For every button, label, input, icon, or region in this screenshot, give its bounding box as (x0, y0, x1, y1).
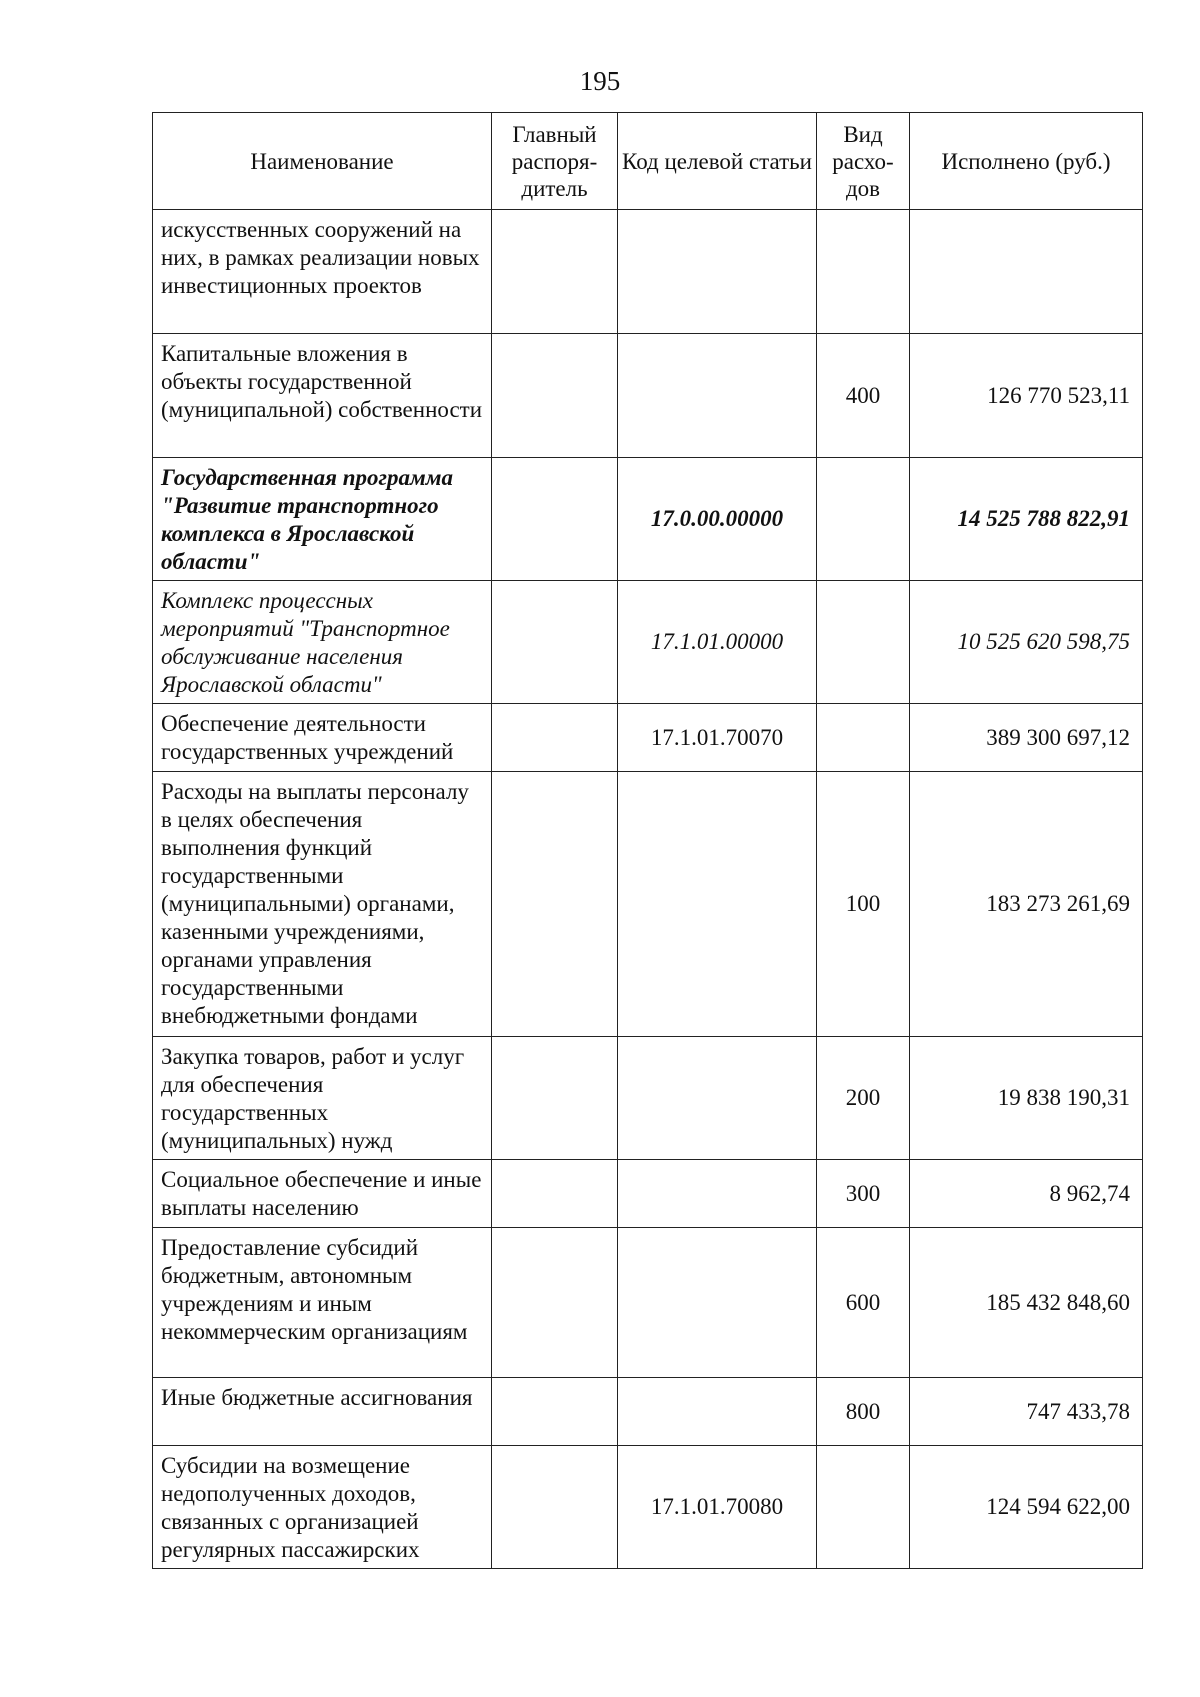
row-amount-cell: 185 432 848,60 (910, 1228, 1143, 1378)
row-name-cell: Государственная программа "Развитие транспортного комплекса в Ярославской области" (153, 458, 492, 581)
row-name-cell: Обеспечение деятельности государственных учреждений (153, 704, 492, 772)
row-amount-cell: 747 433,78 (910, 1378, 1143, 1446)
row-amount-cell: 10 525 620 598,75 (910, 581, 1143, 704)
table-row (153, 458, 1143, 581)
table-row (153, 1160, 1143, 1228)
table-row (153, 1037, 1143, 1160)
row-name-cell: Иные бюджетные ассигнования (153, 1378, 492, 1446)
row-kind-cell (817, 458, 910, 581)
page-number: 195 (579, 66, 621, 96)
table-row (153, 772, 1143, 1037)
row-manager-cell (492, 210, 618, 334)
row-manager-cell (492, 334, 618, 458)
row-code-cell (618, 1378, 817, 1446)
row-name-cell: Субсидии на возмещение недополученных доходов, связанных с организацией регулярных пассажирских (153, 1446, 492, 1569)
row-amount-cell: 126 770 523,11 (910, 334, 1143, 458)
row-manager-cell (492, 1446, 618, 1569)
row-manager-cell (492, 1160, 618, 1228)
row-code-cell: 17.1.01.70080 (618, 1446, 817, 1569)
row-kind-cell: 600 (817, 1228, 910, 1378)
table-row (153, 210, 1143, 334)
header-main-manager: Главный распоря-дитель (492, 113, 618, 210)
header-expense-kind: Вид расхо-дов (817, 113, 910, 210)
table-row (153, 1228, 1143, 1378)
table-row (153, 1378, 1143, 1446)
header-name: Наименование (153, 113, 492, 210)
row-code-cell (618, 334, 817, 458)
row-kind-cell: 400 (817, 334, 910, 458)
table-row (153, 334, 1143, 458)
row-kind-cell: 800 (817, 1378, 910, 1446)
row-kind-cell: 100 (817, 772, 910, 1037)
row-code-cell (618, 1160, 817, 1228)
row-manager-cell (492, 458, 618, 581)
row-kind-cell: 200 (817, 1037, 910, 1160)
row-amount-cell: 183 273 261,69 (910, 772, 1143, 1037)
row-name-cell: Комплекс процессных мероприятий "Транспортное обслуживание населения Ярославской области" (153, 581, 492, 704)
row-code-cell (618, 1037, 817, 1160)
row-name-cell: искусственных сооружений на них, в рамках реализации новых инвестиционных проектов (153, 210, 492, 334)
row-name-cell: Социальное обеспечение и иные выплаты населению (153, 1160, 492, 1228)
row-amount-cell: 14 525 788 822,91 (910, 458, 1143, 581)
table-row (153, 1446, 1143, 1569)
row-code-cell (618, 1228, 817, 1378)
row-kind-cell (817, 581, 910, 704)
row-manager-cell (492, 772, 618, 1037)
table-row (153, 704, 1143, 772)
row-manager-cell (492, 704, 618, 772)
row-kind-cell (817, 704, 910, 772)
row-amount-cell (910, 210, 1143, 334)
header-target-code: Код целевой статьи (618, 113, 817, 210)
row-code-cell (618, 772, 817, 1037)
row-code-cell: 17.0.00.00000 (618, 458, 817, 581)
row-amount-cell: 8 962,74 (910, 1160, 1143, 1228)
row-name-cell: Закупка товаров, работ и услуг для обеспечения государственных (муниципальных) нужд (153, 1037, 492, 1160)
row-code-cell: 17.1.01.00000 (618, 581, 817, 704)
row-manager-cell (492, 1378, 618, 1446)
budget-execution-table (152, 112, 1143, 1569)
row-manager-cell (492, 581, 618, 704)
row-manager-cell (492, 1037, 618, 1160)
row-kind-cell: 300 (817, 1160, 910, 1228)
row-manager-cell (492, 1228, 618, 1378)
row-name-cell: Расходы на выплаты персоналу в целях обеспечения выполнения функций государственными (муниципальными) органами, казенными учреждениями, органами управления государственными внебюджетными фондами (153, 772, 492, 1037)
row-code-cell (618, 210, 817, 334)
header-executed-amount: Исполнено (руб.) (910, 113, 1143, 210)
row-kind-cell (817, 210, 910, 334)
row-kind-cell (817, 1446, 910, 1569)
row-code-cell: 17.1.01.70070 (618, 704, 817, 772)
row-name-cell: Предоставление субсидий бюджетным, автономным учреждениям и иным некоммерческим организациям (153, 1228, 492, 1378)
table-row (153, 581, 1143, 704)
row-amount-cell: 124 594 622,00 (910, 1446, 1143, 1569)
row-amount-cell: 389 300 697,12 (910, 704, 1143, 772)
table-header-row (153, 113, 1143, 210)
row-name-cell: Капитальные вложения в объекты государственной (муниципальной) собственности (153, 334, 492, 458)
row-amount-cell: 19 838 190,31 (910, 1037, 1143, 1160)
